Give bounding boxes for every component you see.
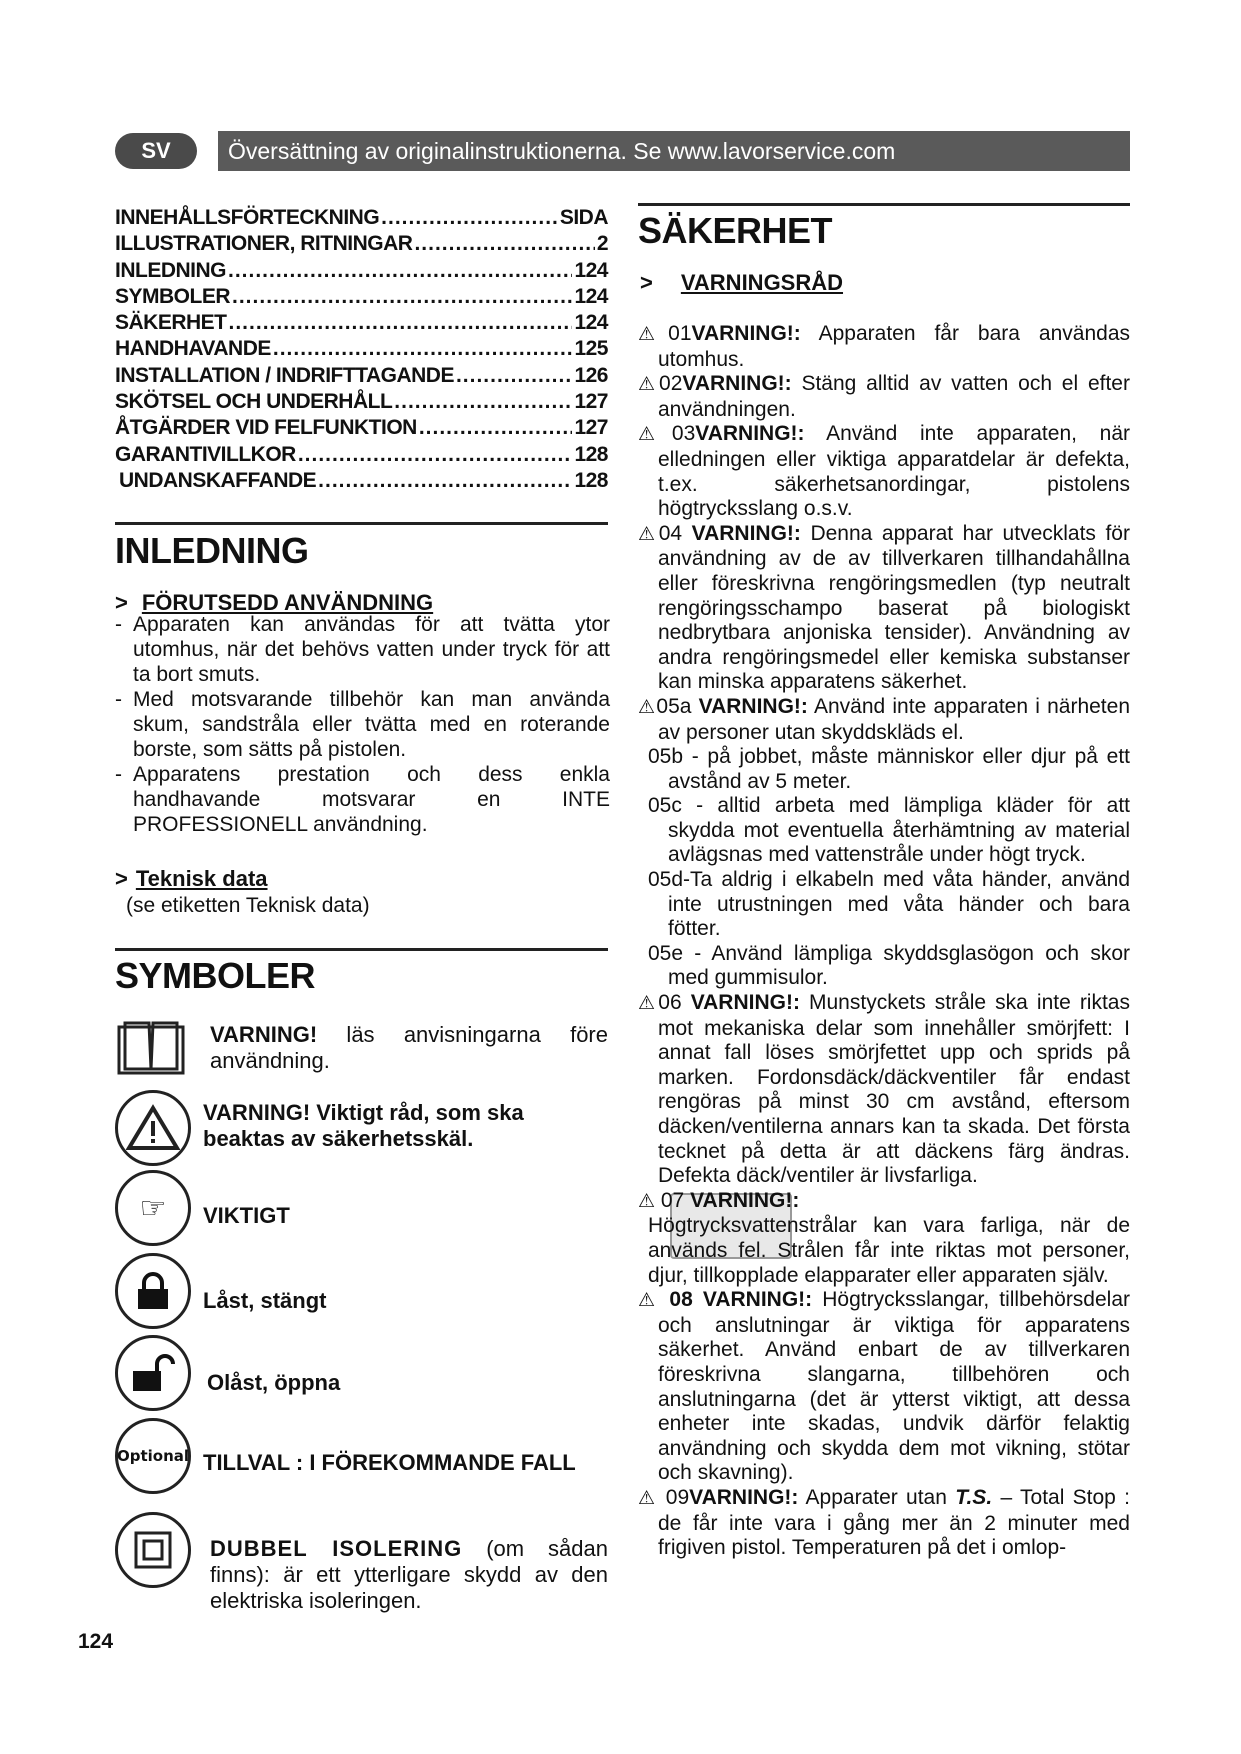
warning-icon: ⚠ bbox=[638, 374, 660, 396]
safety-heading: SÄKERHET bbox=[638, 210, 833, 251]
warning-icon: ⚠ bbox=[638, 424, 672, 446]
lock-open-icon bbox=[115, 1335, 191, 1411]
toc-row: HANDHAVANDE ..... 125 bbox=[115, 336, 608, 362]
warning-item: ⚠04 VARNING!: Denna apparat har utvecklats för användning av de av tillverkaren tillhandahållna eller föreskrivna rengöringsmedlen (typ neutralt rengöringsschampo baserat på biologiskt nedbrytbara anjoniska tensider). Användning av andra rengöringsmedel eller kemiska substanser kan minska apparatens säkerhet. bbox=[638, 521, 1130, 694]
warning-item: ⚠03VARNING!: Använd inte apparaten, när elledningen eller viktiga apparatdelar är defekta, t.ex. säkerhetsanordingar, pistolens högtrycksslang o.s.v. bbox=[638, 422, 1130, 521]
warning-icon: ⚠ bbox=[638, 523, 659, 545]
safety-warnings bbox=[638, 322, 1130, 1561]
warning-item: ⚠ 08 VARNING!: Högtrycksslangar, tillbehörsdelar och anslutningar är viktiga för apparatens säkerhet. Använd enbart de av tillverkaren föreskrivna slangarna, tillbehören och anslutningarna (det är ytterst viktigt, att dessa enheter inte skadas, undvik därför felaktig användning och skydda dem mot vikning, stötar och skavning). bbox=[638, 1288, 1131, 1485]
list-item: - Apparatens prestation och dess enkla handhavande motsvarar en INTE PROFESSIONELL användning. bbox=[115, 763, 610, 836]
intro-heading: INLEDNING bbox=[115, 530, 309, 571]
section-rule bbox=[115, 948, 608, 951]
symbol-desc: VARNING! Viktigt råd, som ska beaktas av säkerhetsskäl. bbox=[203, 1100, 524, 1151]
symbol-desc: DUBBEL ISOLERING (om sådan finns): är ett ytterligare skydd av den elektriska isoleringen. bbox=[210, 1536, 609, 1613]
warning-triangle-icon bbox=[115, 1090, 191, 1166]
safety-subheading: > VARNINGSRÅD bbox=[640, 270, 844, 295]
symbols-heading: SYMBOLER bbox=[115, 955, 316, 996]
intro-bullets bbox=[115, 612, 610, 837]
toc-row: SYMBOLER ..... 124 bbox=[115, 284, 608, 310]
language-badge: SV bbox=[115, 133, 197, 169]
warning-icon: ⚠ bbox=[638, 993, 659, 1015]
warning-item: 05d-Ta aldrig i elkabeln med våta händer, använd inte utrustningen med våta händer och bara fötter. bbox=[648, 868, 1130, 941]
section-rule bbox=[115, 522, 608, 525]
toc-row: GARANTIVILLKOR ..... 128 bbox=[115, 442, 608, 468]
intro-subheading: > FÖRUTSEDD ANVÄNDNING bbox=[115, 590, 434, 615]
warning-item: ⚠ 07 VARNING!: Högtrycksvattenstrålar kan vara farliga, när de används fel. Strålen får inte riktas mot personer, djur, tillkopplade elapparater eller apparaten själv. bbox=[638, 1188, 1130, 1287]
warning-icon: ⚠ bbox=[638, 1190, 656, 1212]
table-of-contents bbox=[115, 205, 608, 494]
warning-item: ⚠02VARNING!: Stäng alltid av vatten och el efter användningen. bbox=[638, 372, 1130, 421]
lock-closed-icon bbox=[115, 1253, 191, 1329]
warning-item: ⚠05a VARNING!: Använd inte apparaten i närheten av personer utan skyddskläds el. bbox=[638, 694, 1130, 744]
section-rule bbox=[638, 203, 1130, 206]
manual-book-icon bbox=[115, 1015, 187, 1077]
pointing-hand-icon: ☞ bbox=[115, 1170, 191, 1246]
toc-row: INNEHÅLLSFÖRTECKNING ..... SIDA bbox=[115, 205, 608, 231]
symbol-desc: TILLVAL : I FÖREKOMMANDE FALL bbox=[203, 1450, 576, 1475]
symbol-desc: VARNING! läs anvisningarna före användning. bbox=[210, 1022, 608, 1073]
warning-item: ⚠06 VARNING!: Munstyckets stråle ska inte riktas mot mekaniska delar som innehåller smörjfett: I annat fall löses smörjfettet upp och sprids på marken. Fordonsdäck/däckventiler får endast rengöras på minst 30 cm avstånd, eftersom däcken/ventilerna annars kan ta skada. Det första tecknet på detta är att däckens färg ändras. Defekta däck/ventiler är livsfarliga. bbox=[638, 991, 1130, 1188]
header-title: Översättning av originalinstruktionerna. Se www.lavorservice.com bbox=[215, 131, 1130, 171]
warning-icon: ⚠ bbox=[638, 324, 669, 345]
toc-row: SKÖTSEL OCH UNDERHÅLL ..... 127 bbox=[115, 389, 608, 415]
toc-row: ÅTGÄRDER VID FELFUNKTION ..... 127 bbox=[115, 415, 608, 441]
tech-data-note: (se etiketten Teknisk data) bbox=[126, 894, 370, 917]
symbol-desc: VIKTIGT bbox=[203, 1203, 290, 1228]
warning-item: ⚠ 09VARNING!: Apparater utan T.S. – Total Stop : de får inte vara i gång mer än 2 minuter med frigiven pistol. Temperaturen på det i omlop- bbox=[638, 1485, 1130, 1560]
warning-icon: ⚠ bbox=[638, 696, 657, 718]
toc-row: INLEDNING ..... 124 bbox=[115, 258, 608, 284]
warning-item: 05c - alltid arbeta med lämpliga kläder för att skydda mot eventuella återhämtning av material avlägsnas med vattenstråle under högt tryck. bbox=[648, 794, 1130, 867]
toc-row: SÄKERHET ..... 124 bbox=[115, 310, 608, 336]
list-item: - Apparaten kan användas för att tvätta ytor utomhus, när det behövs vatten under tryck för att ta bort smuts. bbox=[115, 613, 610, 686]
warning-icon: ⚠ bbox=[638, 1290, 660, 1312]
list-item: - Med motsvarande tillbehör kan man använda skum, sandstråla eller tvätta med en roterande borste, som sätts på pistolen. bbox=[115, 688, 610, 761]
warning-item: 05b - på jobbet, måste människor eller djur på ett avstånd av 5 meter. bbox=[648, 745, 1130, 793]
symbol-desc: Låst, stängt bbox=[203, 1288, 327, 1313]
warning-icon: ⚠ bbox=[638, 1487, 658, 1509]
double-insulation-icon bbox=[115, 1512, 191, 1588]
page-number: 124 bbox=[78, 1630, 114, 1653]
warning-item: ⚠01VARNING!: Apparaten får bara användas utomhus. bbox=[638, 322, 1130, 371]
tech-data-subheading: > Teknisk data bbox=[115, 866, 268, 891]
optional-icon: Optional bbox=[115, 1418, 191, 1494]
toc-row: UNDANSKAFFANDE ..... 128 bbox=[115, 468, 608, 494]
warning-item: 05e - Använd lämpliga skyddsglasögon och skor med gummisulor. bbox=[648, 941, 1130, 990]
toc-row: INSTALLATION / INDRIFTTAGANDE ..... 126 bbox=[115, 363, 608, 389]
symbol-desc: Olåst, öppna bbox=[207, 1370, 341, 1395]
toc-row: ILLUSTRATIONER, RITNINGAR ..... 2 bbox=[115, 231, 608, 257]
